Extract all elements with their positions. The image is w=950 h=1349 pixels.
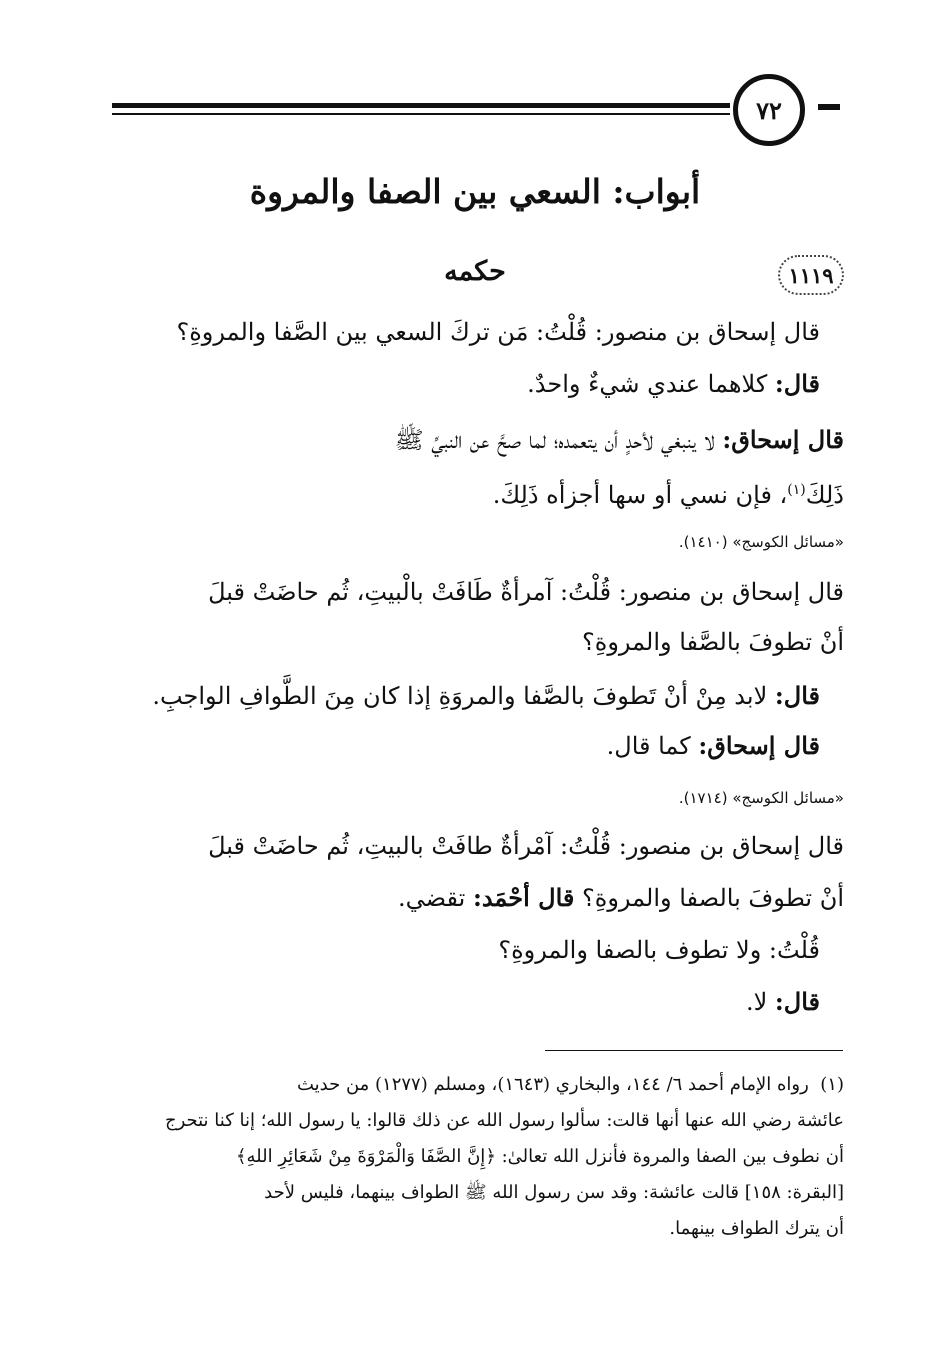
footnote-rule: [545, 1050, 843, 1051]
speaker-label: قال إسحاق:: [698, 731, 820, 760]
footnote-line: أن نطوف بين الصفا والمروة فأنزل الله تعالىٰ: ﴿إِنَّ الصَّفَا وَالْمَرْوَةَ مِنْ شَعَائِرِ اللهِ﴾: [235, 1146, 844, 1167]
text-line: قال إسحاق بن منصور: قُلْتُ: آمرأةٌ طَافَتْ بالْبيتِ، ثُم حاضَتْ قبلَ: [208, 578, 844, 606]
footnote-line: [297, 1068, 844, 1102]
text-span: أنْ تطوفَ بالصفا والمروةِ؟: [574, 884, 844, 912]
speaker-label: قال:: [774, 987, 820, 1016]
header-rule-thin: [112, 113, 730, 115]
text-span: لا.: [745, 988, 775, 1016]
section-heading: حكمه: [444, 256, 506, 287]
text-line: قال إسحاق بن منصور: قُلْتُ: مَن تركَ السعي بين الصَّفا والمروةِ؟: [176, 318, 820, 346]
footnote-line: أن يترك الطواف بينهما.: [669, 1218, 844, 1239]
footnote-line: عائشة رضي الله عنها أنها قالت: سألوا رسول الله عن ذلك قالوا: يا رسول الله؛ إنا كنا نتحرج: [164, 1110, 844, 1131]
text-span: كما قال.: [606, 732, 699, 760]
text-span: تقضي.: [398, 884, 473, 912]
text-line: [746, 982, 820, 1022]
text-line: [493, 470, 844, 515]
page-number: ٧٢: [733, 74, 805, 146]
text-line: قُلْتُ: ولا تطوف بالصفا والمروةِ؟: [498, 936, 820, 964]
speaker-label: قال:: [774, 369, 820, 398]
entry-number-badge: ١١١٩: [778, 255, 844, 295]
footnote-marker: (١): [787, 482, 806, 498]
text-span: لابد مِنْ أنْ تَطوفَ بالصَّفا والمروَةِ إذا كان مِنَ الطَّوافِ الواجبِ.: [152, 682, 775, 710]
text-span: رواه الإمام أحمد ٦/ ١٤٤، والبخاري (١٦٤٣)، ومسلم (١٢٧٧) من حديث: [296, 1074, 809, 1095]
text-line: [398, 878, 844, 918]
header-rule: [112, 103, 730, 108]
text-line: [395, 420, 844, 460]
source-citation: «مسائل الكوسج» (١٧١٤).: [678, 789, 844, 807]
speaker-label: قال إسحاق:: [722, 425, 844, 454]
text-line: [607, 726, 820, 766]
text-line: قال إسحاق بن منصور: قُلْتُ: آمْرأةٌ طافَتْ بالبيتِ، ثُم حاضَتْ قبلَ: [208, 832, 844, 860]
text-span: كلاهما عندي شيءٌ واحدٌ.: [527, 370, 775, 398]
speaker-label: قال:: [774, 681, 820, 710]
text-span: ، فإن نسي أو سها أجزأه ذَلِكَ.: [492, 481, 788, 509]
footnote-marker: (١): [820, 1074, 844, 1095]
text-line: [527, 364, 820, 404]
footnote-line: [البقرة: ١٥٨] قالت عائشة: وقد سن رسول الله ﷺ الطواف بينهما، فليس لأحد: [264, 1182, 844, 1203]
text-span: لا ينبغي لأحدٍ أن يتعمده؛ لما صحَّ عن النبيِّ ﷺ: [394, 426, 723, 454]
speaker-label: قال أحْمَد:: [472, 883, 575, 912]
text-line: [152, 676, 820, 716]
header-rule-tail: [818, 104, 840, 110]
source-citation: «مسائل الكوسج» (١٤١٠).: [678, 533, 844, 551]
text-span: ذَلِكَ: [805, 481, 844, 509]
chapter-title: أبواب: السعي بين الصفا والمروة: [249, 172, 701, 211]
text-line: أنْ تطوفَ بالصَّفا والمروةِ؟: [582, 628, 844, 656]
